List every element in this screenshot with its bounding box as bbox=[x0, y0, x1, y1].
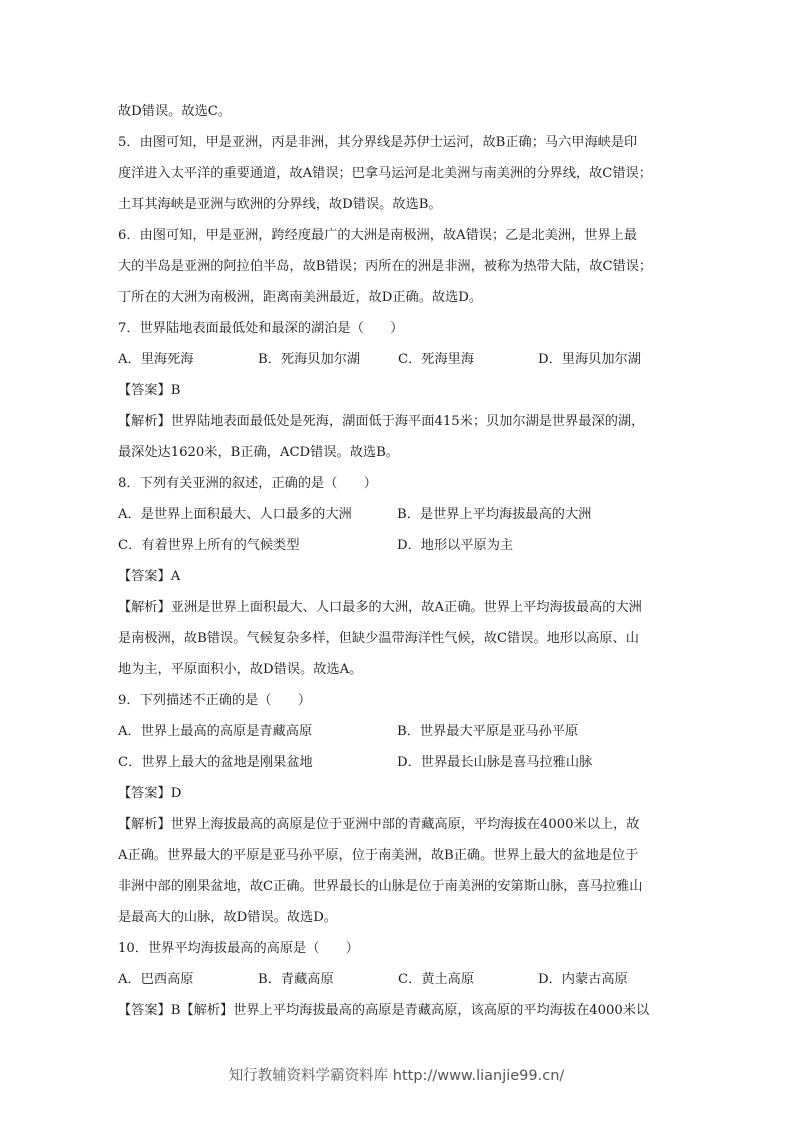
analysis-line: 【解析】世界陆地表面最低处是死海，湖面低于海平面415米；贝加尔湖是世界最深的湖， bbox=[118, 414, 645, 429]
option: D．地形以平原为主 bbox=[397, 538, 514, 553]
option: A．是世界上面积最大、人口最多的大洲 bbox=[118, 507, 352, 522]
option: D．世界最长山脉是喜马拉雅山脉 bbox=[397, 755, 593, 770]
answer-analysis: 【答案】B【解析】世界上平均海拔最高的高原是青藏高原，该高原的平均海拔在4000米以 bbox=[118, 1003, 650, 1018]
option: A．巴西高原 bbox=[118, 972, 194, 987]
text-line: 度洋进入太平洋的重要通道，故A错误；巴拿马运河是北美洲与南美洲的分界线，故C错误； bbox=[118, 166, 652, 181]
options-row bbox=[118, 964, 680, 995]
page-footer: 知行教辅资料学霸资料库 http://www.lianjie99.cn/ bbox=[228, 1068, 565, 1084]
option: C．黄土高原 bbox=[398, 972, 475, 987]
analysis-line: 是最高大的山脉，故D错误。故选D。 bbox=[118, 910, 337, 925]
analysis-line: 是南极洲，故B错误。气候复杂多样，但缺少温带海洋性气候，故C错误。地形以高原、山 bbox=[118, 631, 639, 646]
document-body bbox=[118, 96, 680, 1026]
option: B．青藏高原 bbox=[258, 972, 334, 987]
option: C．世界上最大的盆地是刚果盆地 bbox=[118, 755, 313, 770]
option: B．世界最大平原是亚马孙平原 bbox=[397, 724, 579, 739]
analysis-line: 【解析】世界上海拔最高的高原是位于亚洲中部的青藏高原，平均海拔在4000米以上，故 bbox=[118, 817, 640, 832]
text-line: 故D错误。故选C。 bbox=[118, 104, 231, 119]
options-row bbox=[118, 747, 680, 778]
option: C．死海里海 bbox=[398, 352, 475, 367]
options-row bbox=[118, 716, 680, 747]
question-stem: 10．世界平均海拔最高的高原是（ ） bbox=[118, 941, 359, 956]
analysis-line: A正确。世界最大的平原是亚马孙平原，位于南美洲，故B正确。世界上最大的盆地是位于 bbox=[118, 848, 639, 863]
answer: 【答案】B bbox=[118, 383, 181, 398]
analysis-line: 最深处达1620米，B正确，ACD错误。故选B。 bbox=[118, 445, 399, 460]
text-line: 6．由图可知，甲是亚洲，跨经度最广的大洲是南极洲，故A错误；乙是北美洲，世界上最 bbox=[118, 228, 638, 243]
analysis-line: 地为主，平原面积小，故D错误。故选A。 bbox=[118, 662, 363, 677]
option: A．里海死海 bbox=[118, 352, 194, 367]
text-line: 丁所在的大洲为南极洲，距离南美洲最近，故D正确。故选D。 bbox=[118, 290, 483, 305]
option: B．是世界上平均海拔最高的大洲 bbox=[397, 507, 592, 522]
option: D．里海贝加尔湖 bbox=[538, 352, 641, 367]
analysis-line: 非洲中部的刚果盆地，故C正确。世界最长的山脉是位于南美洲的安第斯山脉，喜马拉雅山 bbox=[118, 879, 643, 894]
analysis-line: 【解析】亚洲是世界上面积最大、人口最多的大洲，故A正确。世界上平均海拔最高的大洲 bbox=[118, 600, 642, 615]
answer: 【答案】D bbox=[118, 786, 182, 801]
text-line: 5．由图可知，甲是亚洲，丙是非洲，其分界线是苏伊士运河，故B正确；马六甲海峡是印 bbox=[118, 135, 638, 150]
text-line: 土耳其海峡是亚洲与欧洲的分界线，故D错误。故选B。 bbox=[118, 197, 442, 212]
option: A．世界上最高的高原是青藏高原 bbox=[118, 724, 313, 739]
options-row bbox=[118, 499, 680, 530]
options-row bbox=[118, 530, 680, 561]
options-row bbox=[118, 344, 680, 375]
option: D．内蒙古高原 bbox=[538, 972, 628, 987]
question-stem: 8．下列有关亚洲的叙述，正确的是（ ） bbox=[118, 476, 377, 491]
answer: 【答案】A bbox=[118, 569, 181, 584]
text-line: 大的半岛是亚洲的阿拉伯半岛，故B错误；丙所在的洲是非洲，被称为热带大陆，故C错误； bbox=[118, 259, 653, 274]
question-stem: 7．世界陆地表面最低处和最深的湖泊是（ ） bbox=[118, 321, 404, 336]
option: B．死海贝加尔湖 bbox=[258, 352, 361, 367]
question-stem: 9．下列描述不正确的是（ ） bbox=[118, 693, 312, 708]
option: C．有着世界上所有的气候类型 bbox=[118, 538, 300, 553]
